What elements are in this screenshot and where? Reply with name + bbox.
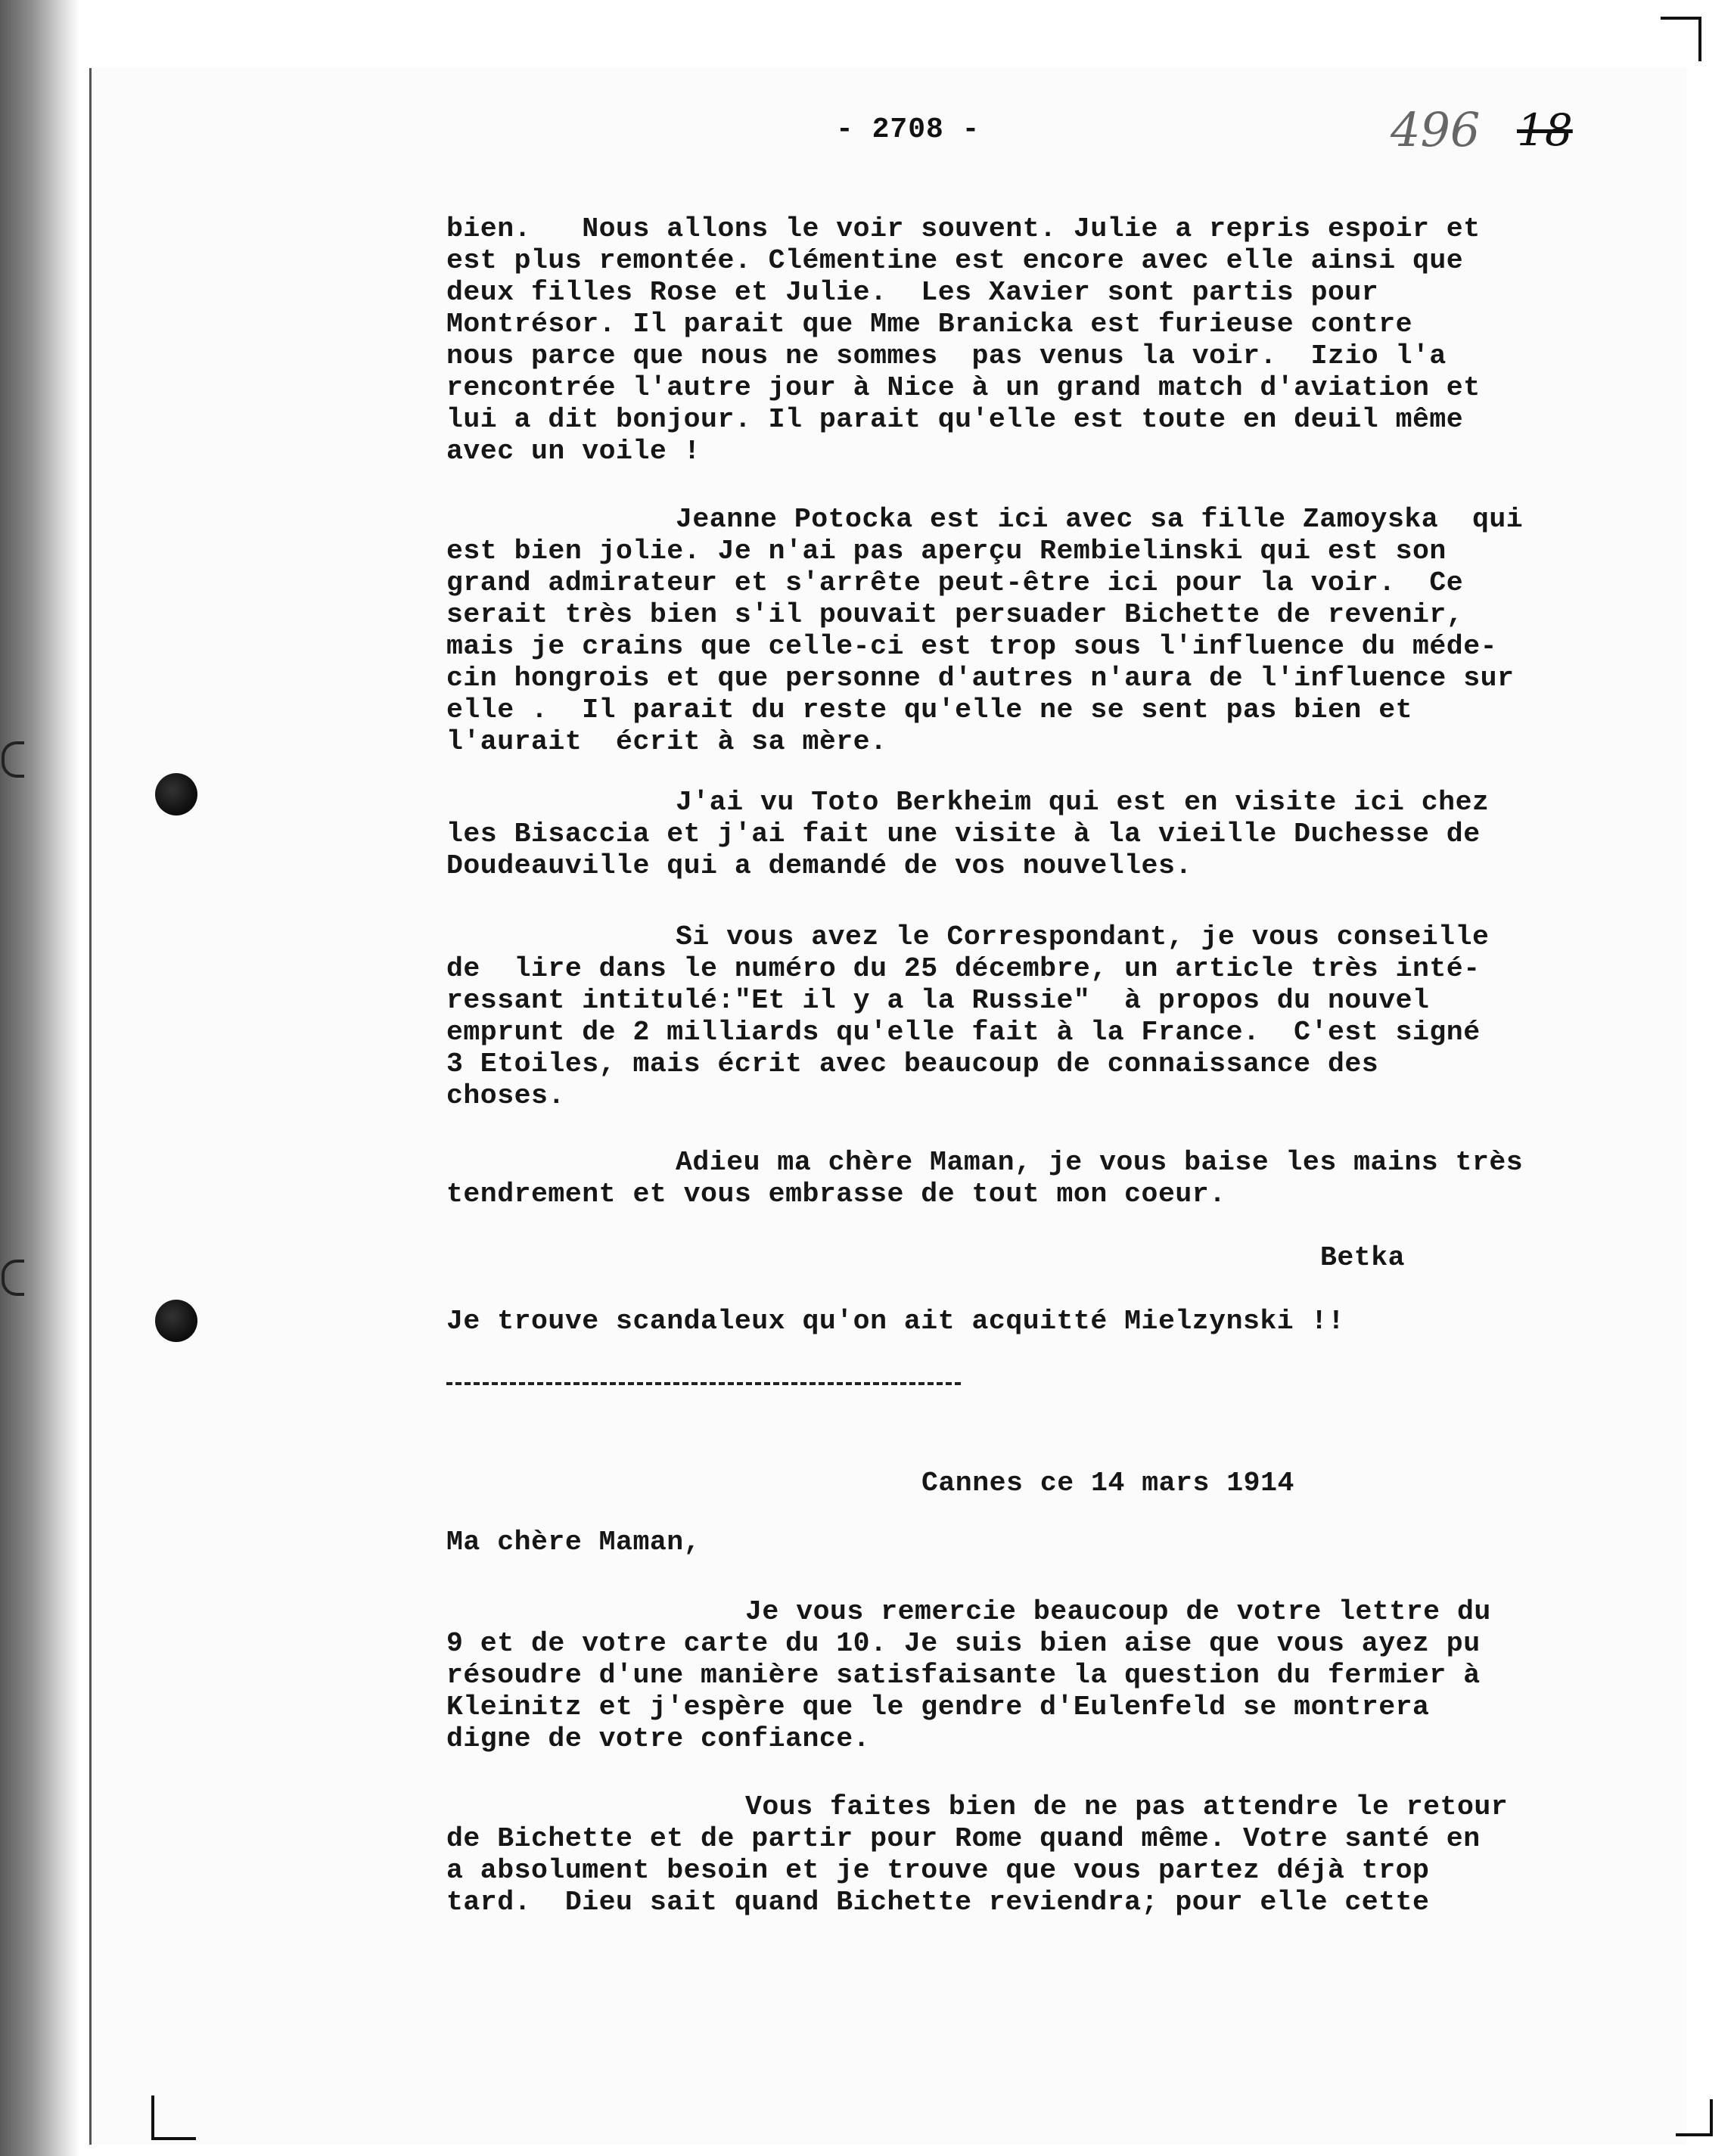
scan-shadow xyxy=(0,0,79,2156)
text-line: emprunt de 2 milliards qu'elle fait à la France. C'est signé xyxy=(446,1017,1481,1048)
binder-ring-icon xyxy=(2,1260,24,1296)
text-line: lui a dit bonjour. Il parait qu'elle est toute en deuil même xyxy=(446,404,1464,435)
text-line: Kleinitz et j'espère que le gendre d'Eulenfeld se montrera xyxy=(446,1692,1430,1723)
text-line: résoudre d'une manière satisfaisante la question du fermier à xyxy=(446,1660,1481,1691)
text-line: J'ai vu Toto Berkheim qui est en visite ici chez xyxy=(676,787,1490,818)
text-line: 9 et de votre carte du 10. Je suis bien aise que vous ayez pu xyxy=(446,1628,1481,1659)
text-line: l'aurait écrit à sa mère. xyxy=(446,726,887,757)
archive-folio-mark: 496 xyxy=(1391,102,1481,157)
text-line: rencontrée l'autre jour à Nice à un grand match d'aviation et xyxy=(446,372,1481,403)
text-line: deux filles Rose et Julie. Les Xavier sont partis pour xyxy=(446,277,1379,308)
text-line: choses. xyxy=(446,1080,565,1111)
text-line: tard. Dieu sait quand Bichette reviendra; pour elle cette xyxy=(446,1887,1430,1918)
punch-hole xyxy=(155,773,197,815)
text-line: Montrésor. Il parait que Mme Branicka est furieuse contre xyxy=(446,309,1413,340)
page-number: - 2708 - xyxy=(836,113,980,146)
text-line: tendrement et vous embrasse de tout mon coeur. xyxy=(446,1179,1226,1210)
signature: Betka xyxy=(1320,1242,1406,1273)
text-line: Je vous remercie beaucoup de votre lettre du xyxy=(745,1596,1491,1627)
salutation: Ma chère Maman, xyxy=(446,1527,701,1558)
text-line: avec un voile ! xyxy=(446,436,701,467)
postscript: Je trouve scandaleux qu'on ait acquitté Mielzynski !! xyxy=(446,1306,1345,1337)
dateline: Cannes ce 14 mars 1914 xyxy=(921,1468,1294,1499)
text-line: a absolument besoin et je trouve que vous partez déjà trop xyxy=(446,1855,1430,1886)
archive-folio-mark-crossed: 18 xyxy=(1517,104,1573,156)
text-line: de lire dans le numéro du 25 décembre, un article très inté- xyxy=(446,953,1481,984)
punch-hole xyxy=(155,1300,197,1342)
text-line: grand admirateur et s'arrête peut-être ici pour la voir. Ce xyxy=(446,567,1464,598)
text-line: nous parce que nous ne sommes pas venus la voir. Izio l'a xyxy=(446,340,1447,371)
text-line: ressant intitulé:"Et il y a la Russie" à propos du nouvel xyxy=(446,985,1430,1016)
text-line: cin hongrois et que personne d'autres n'aura de l'influence sur xyxy=(446,663,1515,694)
text-line: 3 Etoiles, mais écrit avec beaucoup de connaissance des xyxy=(446,1048,1379,1080)
crop-mark-bottom-left xyxy=(151,2095,196,2140)
text-line: serait très bien s'il pouvait persuader Bichette de revenir, xyxy=(446,599,1464,630)
text-line: mais je crains que celle-ci est trop sous l'influence du méde- xyxy=(446,631,1498,662)
text-line: elle . Il parait du reste qu'elle ne se sent pas bien et xyxy=(446,694,1413,725)
text-line: est plus remontée. Clémentine est encore avec elle ainsi que xyxy=(446,245,1464,276)
text-line: Vous faites bien de ne pas attendre le retour xyxy=(745,1791,1509,1822)
separator-rule xyxy=(446,1382,961,1385)
text-line: digne de votre confiance. xyxy=(446,1723,871,1754)
text-line: bien. Nous allons le voir souvent. Julie a repris espoir et xyxy=(446,213,1481,244)
crop-mark-top-right xyxy=(1661,17,1701,61)
text-line: les Bisaccia et j'ai fait une visite à la vieille Duchesse de xyxy=(446,819,1481,850)
text-line: Doudeauville qui a demandé de vos nouvelles. xyxy=(446,850,1192,881)
text-line: Adieu ma chère Maman, je vous baise les mains très xyxy=(676,1147,1524,1178)
binder-ring-icon xyxy=(2,741,24,778)
crop-mark-bottom-right xyxy=(1676,2099,1713,2136)
text-line: Si vous avez le Correspondant, je vous conseille xyxy=(676,921,1490,952)
text-line: de Bichette et de partir pour Rome quand même. Votre santé en xyxy=(446,1823,1481,1854)
text-line: est bien jolie. Je n'ai pas aperçu Rembielinski qui est son xyxy=(446,536,1447,567)
text-line: Jeanne Potocka est ici avec sa fille Zamoyska qui xyxy=(676,504,1524,535)
